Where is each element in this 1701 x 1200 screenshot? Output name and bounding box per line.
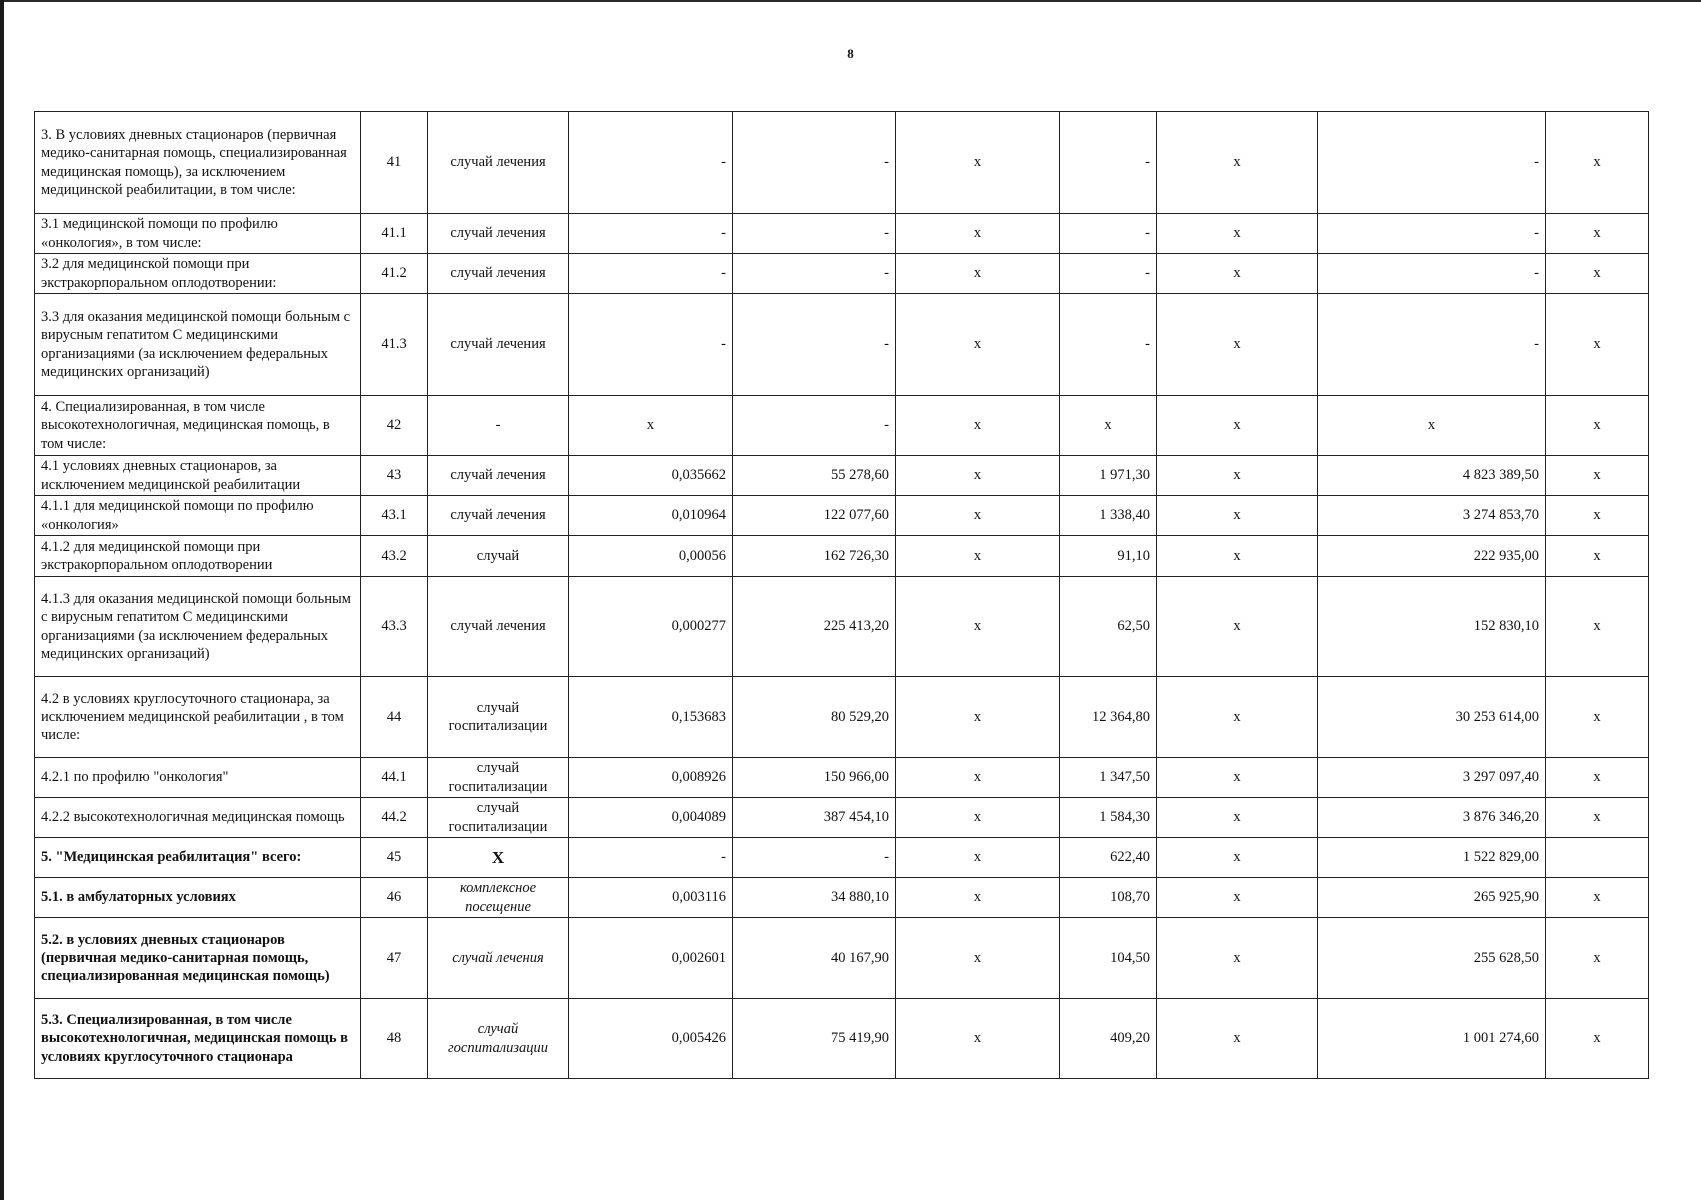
row-col7: 104,50: [1060, 918, 1157, 999]
row-code: 46: [361, 878, 428, 918]
row-col10: [1546, 838, 1649, 878]
row-col5: 150 966,00: [733, 758, 896, 798]
row-name: 4.1.2 для медицинской помощи при экстракорпоральном оплодотворении: [35, 536, 361, 577]
row-col8: x: [1157, 577, 1318, 677]
row-name: 3.2 для медицинской помощи при экстракорпоральном оплодотворении:: [35, 254, 361, 294]
row-col4: 0,035662: [569, 456, 733, 496]
row-code: 42: [361, 396, 428, 456]
row-col5: 34 880,10: [733, 878, 896, 918]
row-col7: 1 338,40: [1060, 496, 1157, 536]
row-unit: Х: [428, 838, 569, 878]
row-name: 3.3 для оказания медицинской помощи больным с вирусным гепатитом С медицинскими организациями (за исключением федеральных медицинских организаций): [35, 294, 361, 396]
row-col6: x: [896, 677, 1060, 758]
row-col7: 1 347,50: [1060, 758, 1157, 798]
row-name: 4.2.1 по профилю "онкология": [35, 758, 361, 798]
row-unit: случай госпитализации: [428, 999, 569, 1079]
row-code: 48: [361, 999, 428, 1079]
row-col6: x: [896, 838, 1060, 878]
row-code: 43.1: [361, 496, 428, 536]
table-row: [35, 112, 1649, 214]
row-col10: x: [1546, 254, 1649, 294]
row-col5: -: [733, 112, 896, 214]
row-col10: x: [1546, 999, 1649, 1079]
row-col8: x: [1157, 496, 1318, 536]
row-col9: -: [1318, 254, 1546, 294]
row-name: 4.1.1 для медицинской помощи по профилю «онкология»: [35, 496, 361, 536]
row-col7: 1 971,30: [1060, 456, 1157, 496]
row-name: 5.1. в амбулаторных условиях: [35, 878, 361, 918]
row-col5: 40 167,90: [733, 918, 896, 999]
row-col4: 0,010964: [569, 496, 733, 536]
row-code: 41: [361, 112, 428, 214]
row-code: 44: [361, 677, 428, 758]
row-name: 3. В условиях дневных стационаров (первичная медико-санитарная помощь, специализированная медицинская помощь), за исключением медицинской реабилитации, в том числе:: [35, 112, 361, 214]
row-col10: x: [1546, 536, 1649, 577]
row-name: 4.1 условиях дневных стационаров, за исключением медицинской реабилитации: [35, 456, 361, 496]
row-code: 45: [361, 838, 428, 878]
row-col10: x: [1546, 294, 1649, 396]
row-code: 41.1: [361, 214, 428, 254]
row-col9: 3 274 853,70: [1318, 496, 1546, 536]
table-row: [35, 456, 1649, 496]
row-col9: 3 876 346,20: [1318, 798, 1546, 838]
row-col9: 265 925,90: [1318, 878, 1546, 918]
row-name: 5. "Медицинская реабилитация" всего:: [35, 838, 361, 878]
row-col8: x: [1157, 999, 1318, 1079]
row-col10: x: [1546, 496, 1649, 536]
row-col5: 122 077,60: [733, 496, 896, 536]
row-col6: x: [896, 536, 1060, 577]
row-code: 44.2: [361, 798, 428, 838]
row-col4: 0,000277: [569, 577, 733, 677]
row-col7: -: [1060, 112, 1157, 214]
row-code: 41.3: [361, 294, 428, 396]
row-col6: x: [896, 577, 1060, 677]
row-col8: x: [1157, 456, 1318, 496]
row-code: 41.2: [361, 254, 428, 294]
row-name: 4.1.3 для оказания медицинской помощи больным с вирусным гепатитом С медицинскими организациями (за исключением федеральных медицинских организаций): [35, 577, 361, 677]
row-col7: -: [1060, 294, 1157, 396]
row-col9: 222 935,00: [1318, 536, 1546, 577]
row-col6: x: [896, 294, 1060, 396]
row-col4: -: [569, 254, 733, 294]
row-col9: -: [1318, 112, 1546, 214]
row-col5: -: [733, 838, 896, 878]
row-col8: x: [1157, 878, 1318, 918]
row-col4: 0,004089: [569, 798, 733, 838]
row-unit: -: [428, 396, 569, 456]
scan-edge-top: [0, 0, 1701, 2]
row-col9: x: [1318, 396, 1546, 456]
row-col5: -: [733, 214, 896, 254]
row-col5: 80 529,20: [733, 677, 896, 758]
table-row: [35, 878, 1649, 918]
table-row: [35, 254, 1649, 294]
row-col5: 162 726,30: [733, 536, 896, 577]
row-col7: 62,50: [1060, 577, 1157, 677]
row-col10: x: [1546, 758, 1649, 798]
row-col10: x: [1546, 878, 1649, 918]
row-col8: x: [1157, 677, 1318, 758]
page-number: 8: [847, 46, 854, 61]
row-col6: x: [896, 214, 1060, 254]
row-col5: -: [733, 396, 896, 456]
table-row: [35, 214, 1649, 254]
row-col6: x: [896, 456, 1060, 496]
row-col9: 30 253 614,00: [1318, 677, 1546, 758]
row-col4: 0,00056: [569, 536, 733, 577]
table-row: [35, 838, 1649, 878]
row-code: 43: [361, 456, 428, 496]
row-col10: x: [1546, 798, 1649, 838]
row-col6: x: [896, 396, 1060, 456]
row-col8: x: [1157, 918, 1318, 999]
row-col4: 0,008926: [569, 758, 733, 798]
row-col9: -: [1318, 214, 1546, 254]
row-unit: комплексное посещение: [428, 878, 569, 918]
row-col9: -: [1318, 294, 1546, 396]
table-row: [35, 677, 1649, 758]
row-col8: x: [1157, 294, 1318, 396]
row-code: 43.3: [361, 577, 428, 677]
row-col5: 387 454,10: [733, 798, 896, 838]
row-unit: случай лечения: [428, 456, 569, 496]
row-col6: x: [896, 918, 1060, 999]
row-code: 47: [361, 918, 428, 999]
row-name: 5.3. Специализированная, в том числе высокотехнологичная, медицинская помощь в условиях круглосуточного стационара: [35, 999, 361, 1079]
row-name: 4. Специализированная, в том числе высокотехнологичная, медицинская помощь, в том числе:: [35, 396, 361, 456]
row-col4: -: [569, 214, 733, 254]
row-col8: x: [1157, 214, 1318, 254]
row-col7: 12 364,80: [1060, 677, 1157, 758]
row-col4: -: [569, 294, 733, 396]
row-col7: 91,10: [1060, 536, 1157, 577]
row-col8: x: [1157, 254, 1318, 294]
table-row: [35, 536, 1649, 577]
row-code: 43.2: [361, 536, 428, 577]
row-unit: случай госпитализации: [428, 798, 569, 838]
row-col9: 1 522 829,00: [1318, 838, 1546, 878]
row-col4: 0,153683: [569, 677, 733, 758]
row-col10: x: [1546, 577, 1649, 677]
row-col4: 0,002601: [569, 918, 733, 999]
row-col10: x: [1546, 214, 1649, 254]
row-col6: x: [896, 254, 1060, 294]
row-col6: x: [896, 878, 1060, 918]
row-col7: 409,20: [1060, 999, 1157, 1079]
row-col5: -: [733, 254, 896, 294]
row-col4: 0,005426: [569, 999, 733, 1079]
row-col10: x: [1546, 456, 1649, 496]
row-name: 3.1 медицинской помощи по профилю «онкология», в том числе:: [35, 214, 361, 254]
row-col7: 108,70: [1060, 878, 1157, 918]
row-col4: x: [569, 396, 733, 456]
row-col6: x: [896, 496, 1060, 536]
table-row: [35, 396, 1649, 456]
row-col9: 1 001 274,60: [1318, 999, 1546, 1079]
row-unit: случай: [428, 536, 569, 577]
row-col8: x: [1157, 838, 1318, 878]
row-col8: x: [1157, 758, 1318, 798]
row-unit: случай лечения: [428, 112, 569, 214]
row-col7: 622,40: [1060, 838, 1157, 878]
row-col5: 55 278,60: [733, 456, 896, 496]
row-unit: случай лечения: [428, 496, 569, 536]
row-unit: случай лечения: [428, 294, 569, 396]
row-col10: x: [1546, 918, 1649, 999]
table-row: [35, 918, 1649, 999]
table-row: [35, 758, 1649, 798]
row-name: 5.2. в условиях дневных стационаров (первичная медико-санитарная помощь, специализированная медицинская помощь): [35, 918, 361, 999]
row-col9: 152 830,10: [1318, 577, 1546, 677]
row-col9: 255 628,50: [1318, 918, 1546, 999]
row-col10: x: [1546, 396, 1649, 456]
row-col7: -: [1060, 254, 1157, 294]
row-col7: -: [1060, 214, 1157, 254]
data-table: [34, 111, 1649, 1079]
row-col10: x: [1546, 677, 1649, 758]
row-col9: 3 297 097,40: [1318, 758, 1546, 798]
table-row: [35, 999, 1649, 1079]
row-col7: 1 584,30: [1060, 798, 1157, 838]
row-col7: x: [1060, 396, 1157, 456]
row-col5: -: [733, 294, 896, 396]
row-col6: x: [896, 999, 1060, 1079]
row-unit: случай лечения: [428, 577, 569, 677]
row-col6: x: [896, 112, 1060, 214]
table-row: [35, 496, 1649, 536]
row-col6: x: [896, 758, 1060, 798]
table-row: [35, 294, 1649, 396]
row-unit: случай лечения: [428, 254, 569, 294]
row-unit: случай лечения: [428, 214, 569, 254]
row-col10: x: [1546, 112, 1649, 214]
scan-edge-left: [0, 0, 4, 1200]
row-unit: случай госпитализации: [428, 677, 569, 758]
row-name: 4.2 в условиях круглосуточного стационара, за исключением медицинской реабилитации , в том числе:: [35, 677, 361, 758]
row-col6: x: [896, 798, 1060, 838]
row-col5: 75 419,90: [733, 999, 896, 1079]
row-col9: 4 823 389,50: [1318, 456, 1546, 496]
row-col8: x: [1157, 536, 1318, 577]
row-unit: случай лечения: [428, 918, 569, 999]
row-col4: -: [569, 838, 733, 878]
row-col8: x: [1157, 396, 1318, 456]
row-name: 4.2.2 высокотехнологичная медицинская помощь: [35, 798, 361, 838]
row-col4: 0,003116: [569, 878, 733, 918]
row-col4: -: [569, 112, 733, 214]
row-col8: x: [1157, 112, 1318, 214]
table-row: [35, 798, 1649, 838]
table-row: [35, 577, 1649, 677]
row-col8: x: [1157, 798, 1318, 838]
row-code: 44.1: [361, 758, 428, 798]
row-col5: 225 413,20: [733, 577, 896, 677]
row-unit: случай госпитализации: [428, 758, 569, 798]
